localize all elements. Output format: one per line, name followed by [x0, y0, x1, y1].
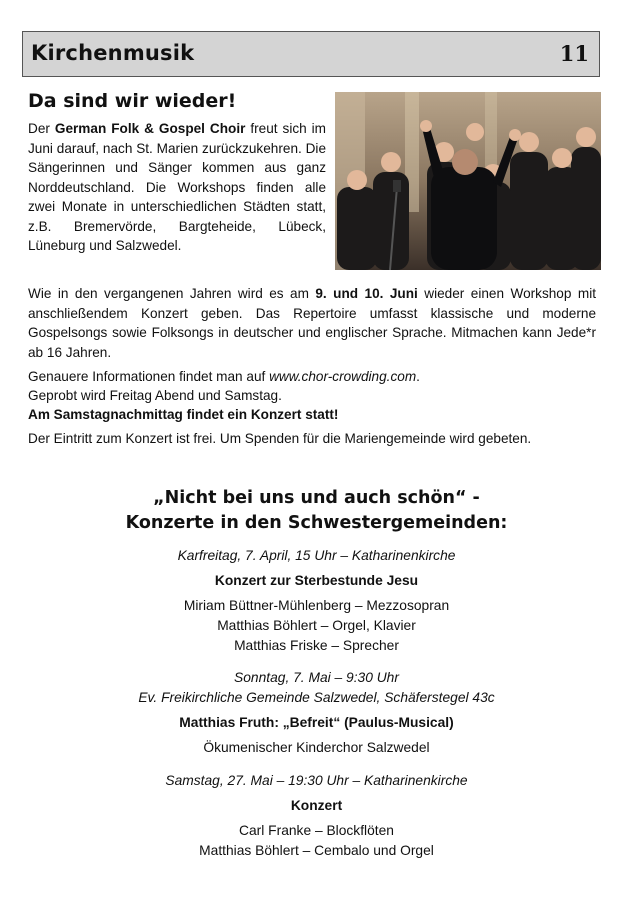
choir-photo: [335, 92, 601, 270]
info-line: [28, 367, 608, 386]
concert-note: Am Samstagnachmittag findet ein Konzert statt!: [28, 407, 339, 422]
section-header: [22, 31, 600, 77]
event-performer: Ökumenischer Kinderchor Salzwedel: [203, 740, 430, 755]
section-title: Kirchenmusik: [31, 41, 195, 65]
event-title: Konzert zur Sterbestunde Jesu: [214, 573, 419, 588]
website-link[interactable]: www.chor-crowding.com: [269, 369, 417, 384]
event-title: Konzert: [290, 798, 343, 813]
choir-name: German Folk & Gospel Choir: [54, 121, 246, 136]
concerts-heading: [0, 486, 633, 536]
info-text: Genauere Informationen findet man auf: [28, 369, 270, 384]
concerts-heading-line2: Konzerte in den Schwestergemeinden:: [125, 513, 508, 533]
workshop-text-start: Wie in den vergangenen Jahren wird es am: [28, 286, 316, 301]
event-title: Matthias Fruth: „Befreit“ (Paulus-Musical): [179, 715, 454, 730]
event-date: Karfreitag, 7. April, 15 Uhr – Katharinenkirche: [177, 548, 456, 563]
concerts-heading-line1: „Nicht bei uns und auch schön“ -: [153, 488, 480, 508]
intro-paragraph: [28, 119, 326, 256]
event-performer: Carl Franke – Blockflöten: [239, 823, 394, 838]
event-date: Sonntag, 7. Mai – 9:30 Uhr: [234, 670, 399, 685]
admission-line: Der Eintritt zum Konzert ist frei. Um Spenden für die Mariengemeinde wird gebeten.: [28, 431, 532, 446]
event-date: Samstag, 27. Mai – 19:30 Uhr – Katharinenkirche: [165, 773, 468, 788]
event-performer: Matthias Friske – Sprecher: [234, 638, 399, 653]
page-number: 11: [559, 41, 589, 66]
info-period: .: [416, 369, 420, 384]
intro-text-start: Der: [28, 121, 55, 136]
workshop-paragraph: [28, 284, 596, 362]
rehearsal-line: Geprobt wird Freitag Abend und Samstag.: [28, 388, 282, 403]
intro-text-end: freut sich im Juni darauf, nach St. Marien zurückzukehren. Die Sängerinnen und Sänger kommen aus ganz Norddeutschland. Die Workshops finden alle zwei Monate in unterschiedlichen Städten statt, z.B. Bremervörde, Bargteheide, Lübeck, Lüneburg und Salzwedel.: [28, 121, 326, 253]
event-location: Ev. Freikirchliche Gemeinde Salzwedel, Schäferstegel 43c: [138, 690, 495, 705]
event-performer: Miriam Büttner-Mühlenberg – Mezzosopran: [183, 598, 450, 613]
choir-photo-illustration: [335, 92, 601, 270]
workshop-text-end: wieder einen Workshop mit anschließendem Konzert geben. Das Repertoire umfasst klassische und moderne Gospelsongs sowie Folksongs in deutscher und englischer Sprache. Mitmachen kann Jede*r ab 16 Jahren.: [28, 286, 597, 360]
article-title: Da sind wir wieder!: [28, 90, 237, 112]
event-performer: Matthias Böhlert – Cembalo und Orgel: [199, 843, 434, 858]
event-performer: Matthias Böhlert – Orgel, Klavier: [217, 618, 416, 633]
workshop-dates: 9. und 10. Juni: [315, 286, 418, 301]
